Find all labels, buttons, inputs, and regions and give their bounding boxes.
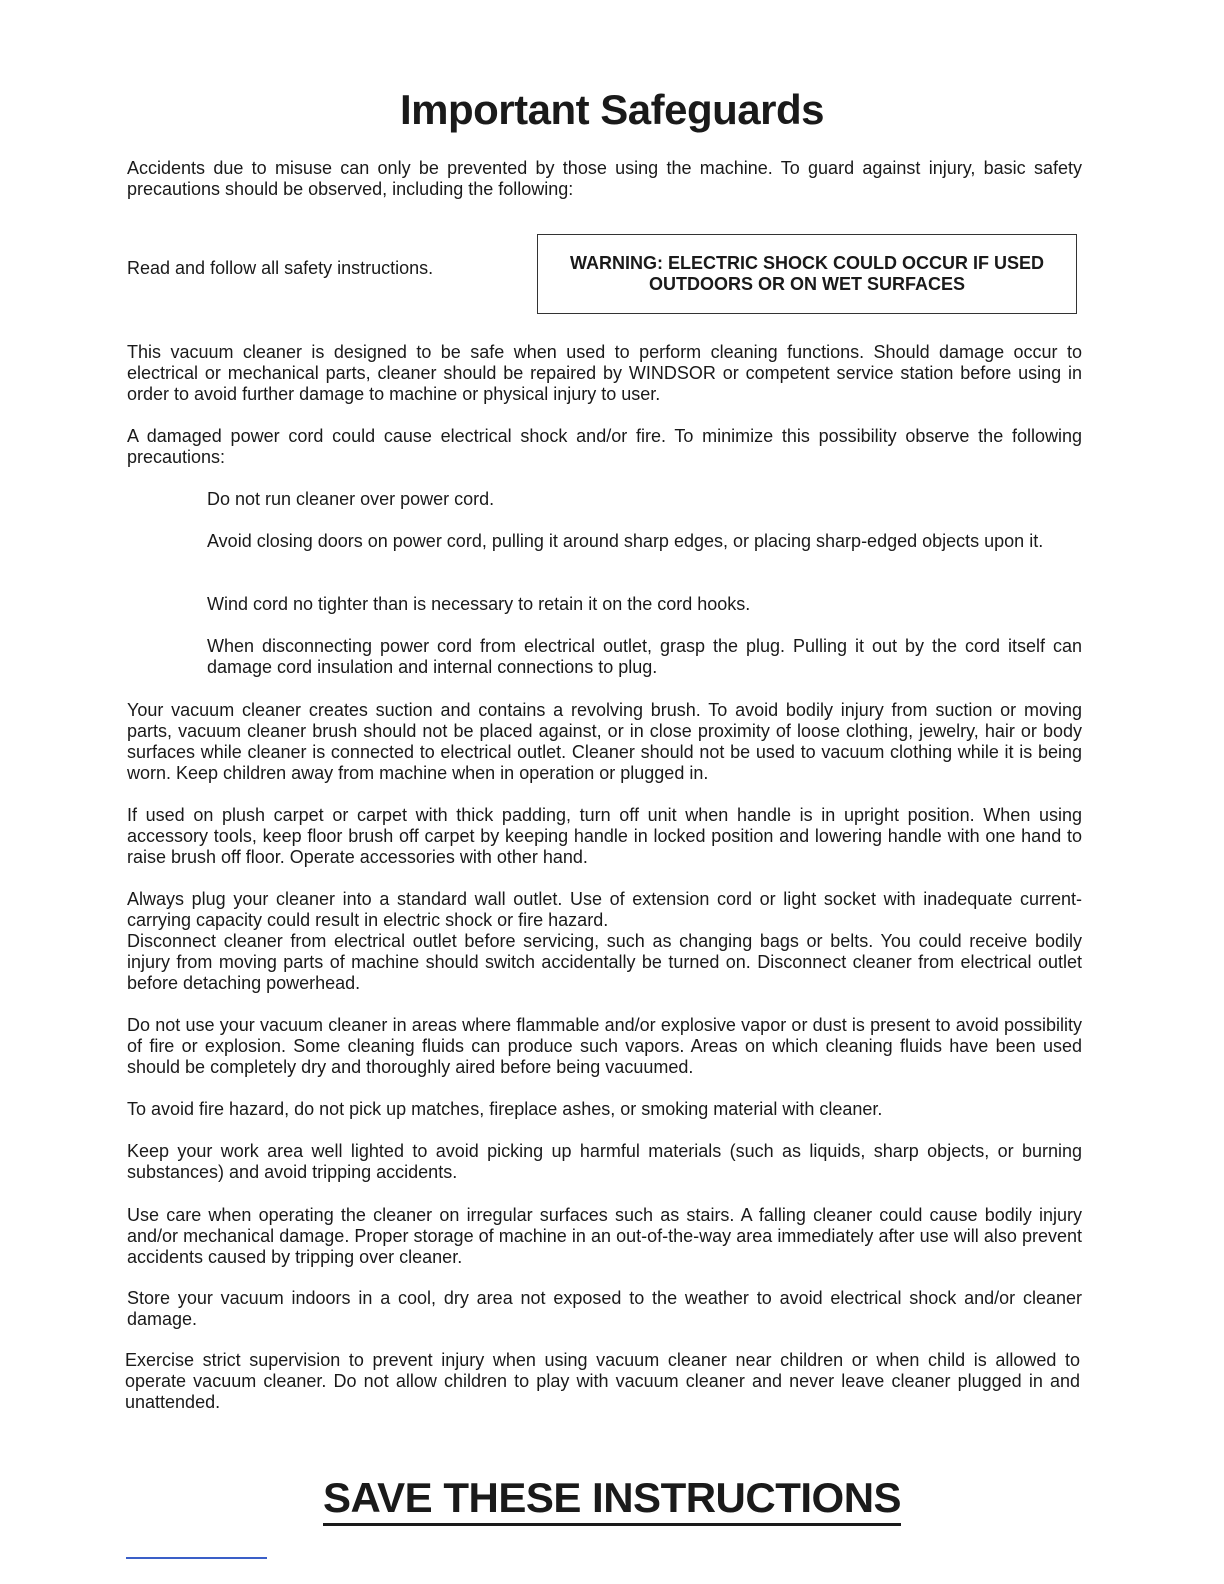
paragraph-wall-outlet: Always plug your cleaner into a standard wall outlet. Use of extension cord or light socket with inadequate current-carrying capacity could result in electric shock or fire hazard.	[127, 889, 1082, 930]
paragraph-suction-brush: Your vacuum cleaner creates suction and contains a revolving brush. To avoid bodily injury from suction or moving parts, vacuum cleaner brush should not be placed against, or in close proximity of loose clothing, jewelry, hair or body surfaces while cleaner is connected to electrical outlet. Cleaner should not be used to vacuum clothing while it is being worn. Keep children away from machine when in operation or plugged in.	[127, 700, 1082, 783]
cord-precaution-1: Do not run cleaner over power cord.	[207, 489, 495, 509]
cord-precaution-4: When disconnecting power cord from electrical outlet, grasp the plug. Pulling it out by the cord itself can damage cord insulation and internal connections to plug.	[207, 636, 1082, 677]
save-instructions-heading	[0, 1474, 1224, 1522]
warning-text	[570, 253, 1044, 295]
paragraph-disconnect: Disconnect cleaner from electrical outlet before servicing, such as changing bags or belts. You could receive bodily injury from moving parts of machine should switch accidentally be turned on. Disconnect cleaner from electrical outlet before detaching powerhead.	[127, 931, 1082, 993]
page-title: Important Safeguards	[399, 86, 825, 133]
footer-rule-divider	[126, 1557, 267, 1559]
cord-precaution-3: Wind cord no tighter than is necessary to retain it on the cord hooks.	[207, 594, 751, 614]
paragraph-flammable: Do not use your vacuum cleaner in areas where flammable and/or explosive vapor or dust is present to avoid possibility of fire or explosion. Some cleaning fluids can produce such vapors. Areas on which cleaning fluids have been used should be completely dry and thoroughly aired before being vacuumed.	[127, 1015, 1082, 1077]
paragraph-plush-carpet: If used on plush carpet or carpet with thick padding, turn off unit when handle is in upright position. When using accessory tools, keep floor brush off carpet by keeping handle in locked position and lowering handle with one hand to raise brush off floor. Operate accessories with other hand.	[127, 805, 1082, 867]
warning-box	[537, 234, 1077, 314]
warning-line-1: WARNING: ELECTRIC SHOCK COULD OCCUR IF USED	[570, 253, 1044, 273]
paragraph-storage: Store your vacuum indoors in a cool, dry area not exposed to the weather to avoid electrical shock and/or cleaner damage.	[127, 1288, 1082, 1329]
paragraph-fire-hazard: To avoid fire hazard, do not pick up matches, fireplace ashes, or smoking material with cleaner.	[127, 1099, 883, 1119]
intro-paragraph: Accidents due to misuse can only be prevented by those using the machine. To guard against injury, basic safety precautions should be observed, including the following:	[127, 158, 1082, 199]
cord-precaution-2: Avoid closing doors on power cord, pulling it around sharp edges, or placing sharp-edged objects upon it.	[207, 531, 1044, 551]
save-instructions-text: SAVE THESE INSTRUCTIONS	[323, 1474, 901, 1526]
paragraph-power-cord: A damaged power cord could cause electrical shock and/or fire. To minimize this possibility observe the following precautions:	[127, 426, 1082, 467]
paragraph-irregular-surfaces: Use care when operating the cleaner on irregular surfaces such as stairs. A falling cleaner could cause bodily injury and/or mechanical damage. Proper storage of machine in an out-of-the-way area immediately after use will also prevent accidents caused by tripping over cleaner.	[127, 1205, 1082, 1267]
paragraph-children: Exercise strict supervision to prevent injury when using vacuum cleaner near children or when child is allowed to operate vacuum cleaner. Do not allow children to play with vacuum cleaner and never leave cleaner plugged in and unattended.	[125, 1350, 1080, 1412]
paragraph-work-area: Keep your work area well lighted to avoid picking up harmful materials (such as liquids, sharp objects, or burning substances) and avoid tripping accidents.	[127, 1141, 1082, 1182]
warning-line-2: OUTDOORS OR ON WET SURFACES	[648, 274, 965, 294]
paragraph-design-safety: This vacuum cleaner is designed to be safe when used to perform cleaning functions. Should damage occur to electrical or mechanical parts, cleaner should be repaired by WINDSOR or competent service station before using in order to avoid further damage to machine or physical injury to user.	[127, 342, 1082, 404]
read-follow-instruction: Read and follow all safety instructions.	[127, 258, 434, 278]
